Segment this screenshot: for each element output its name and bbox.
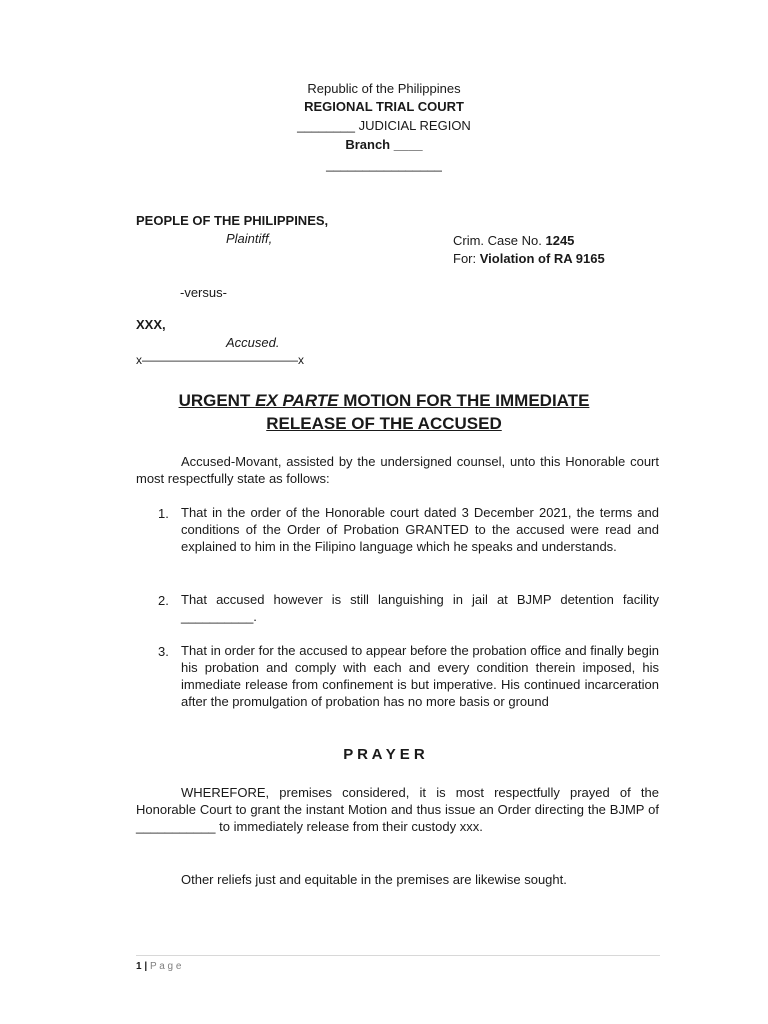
case-offense [453, 250, 605, 267]
case-number-value: 1245 [545, 233, 575, 248]
plaintiff-role: Plaintiff, [226, 231, 273, 246]
motion-title-line2: RELEASE OF THE ACCUSED [266, 414, 502, 433]
accused-role: Accused. [226, 335, 280, 350]
item-1-number: 1. [158, 506, 169, 521]
footer-divider [136, 955, 660, 956]
header-region: ________ JUDICIAL REGION [297, 118, 471, 133]
case-offense-label: For: [453, 251, 477, 266]
case-number-label: Crim. Case No. [453, 233, 542, 248]
item-3-text: That in order for the accused to appear before the probation office and finally begin his probation and comply with each and every condition therein imposed, his immediate release from confinement is but imperative. His continued incarceration after the promulgation of probation has no more basis or ground [181, 643, 659, 709]
versus: -versus- [180, 285, 227, 300]
caption-separator: x—————————————x [136, 353, 304, 367]
motion-title-part3: MOTION FOR THE IMMEDIATE [338, 391, 590, 410]
motion-title-part1: URGENT [178, 391, 256, 410]
prayer-body: WHEREFORE, premises considered, it is most respectfully prayed of the Honorable Court to grant the instant Motion and thus issue an Order directing the BJMP of ___________ to immediately release from their custody xxx. [136, 785, 659, 834]
header-branch: Branch ____ [345, 137, 423, 152]
item-3-number: 3. [158, 644, 169, 659]
item-1-text: That in the order of the Honorable court dated 3 December 2021, the terms and conditions of the Order of Probation GRANTED to the accused were read and explained to him in the Filipino language which he speaks and understands. [181, 505, 659, 554]
case-number [453, 232, 574, 249]
header-court: REGIONAL TRIAL COURT [304, 99, 464, 114]
item-2-text: That accused however is still languishing in jail at BJMP detention facility __________. [181, 592, 659, 624]
prayer-heading: P R A Y E R [343, 746, 425, 763]
accused-name: XXX, [136, 317, 166, 332]
header-republic: Republic of the Philippines [307, 81, 461, 96]
plaintiff-name: PEOPLE OF THE PHILIPPINES, [136, 213, 329, 228]
motion-title [0, 390, 768, 412]
page-separator: | [144, 961, 148, 972]
page-label: P a g e [149, 961, 182, 972]
page-footer [136, 958, 181, 975]
motion-title-ex-parte: EX PARTE [255, 391, 339, 410]
header-branch-line: ________________ [326, 157, 442, 172]
item-2-number: 2. [158, 593, 169, 608]
intro-paragraph: Accused-Movant, assisted by the undersigned counsel, unto this Honorable court most respectfully state as follows: [136, 454, 659, 486]
page-number: 1 [136, 961, 142, 972]
other-reliefs: Other reliefs just and equitable in the premises are likewise sought. [181, 872, 567, 887]
case-offense-value: Violation of RA 9165 [479, 251, 605, 266]
